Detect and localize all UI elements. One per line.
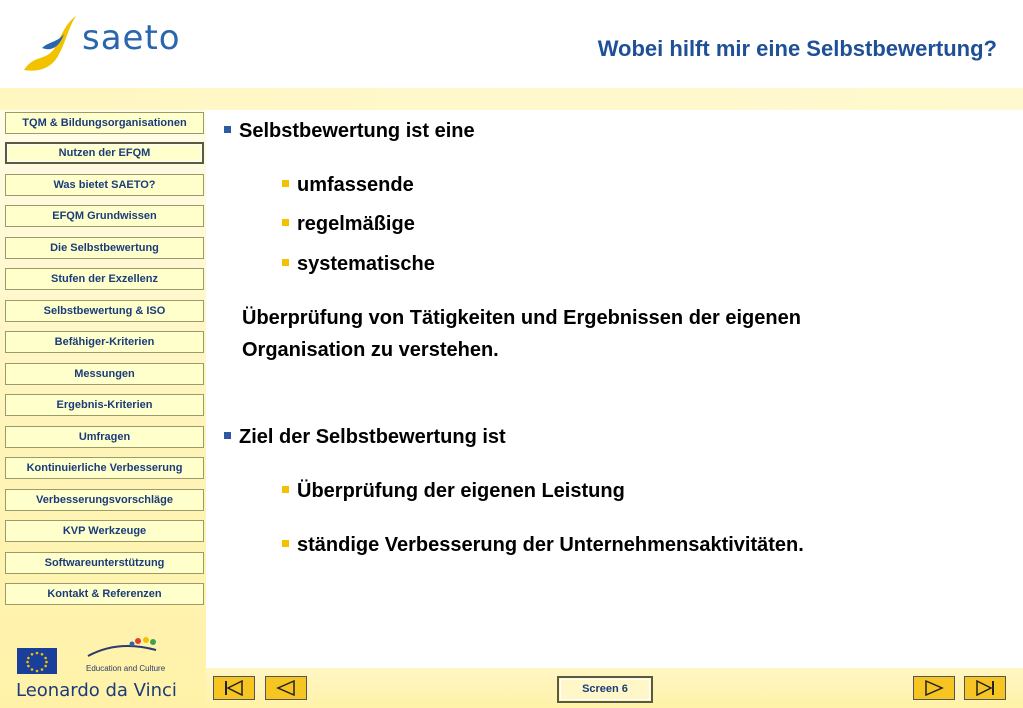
paragraph-line: Überprüfung von Tätigkeiten und Ergebnissen der eigenen [242, 307, 801, 329]
sub-bullet-ueberpruefung [282, 480, 625, 503]
logo-wordmark: saeto [82, 18, 181, 58]
bullet-square-icon [282, 259, 289, 266]
sub-bullet-text: regelmäßige [297, 213, 415, 235]
sidebar-item-stufen-exzellenz[interactable]: Stufen der Exzellenz [5, 268, 204, 290]
sidebar-item-kontinuierliche-verbesserung[interactable]: Kontinuierliche Verbesserung [5, 457, 204, 479]
bullet-square-icon [282, 486, 289, 493]
sidebar-item-selbstbewertung[interactable]: Die Selbstbewertung [5, 237, 204, 259]
sidebar-item-kvp-werkzeuge[interactable]: KVP Werkzeuge [5, 520, 204, 542]
sub-bullet-text: umfassende [297, 174, 414, 196]
bullet-selbstbewertung [224, 120, 475, 143]
sidebar-item-messungen[interactable]: Messungen [5, 363, 204, 385]
sidebar-item-verbesserungsvorschlaege[interactable]: Verbesserungsvorschläge [5, 489, 204, 511]
skip-forward-icon [965, 677, 1005, 699]
skip-back-icon [214, 677, 254, 699]
bullet-ziel [224, 426, 506, 449]
sidebar-item-befaehiger-kriterien[interactable]: Befähiger-Kriterien [5, 331, 204, 353]
sub-bullet-verbesserung [282, 534, 804, 557]
sidebar-item-was-bietet-saeto[interactable]: Was bietet SAETO? [5, 174, 204, 196]
explanation-paragraph [242, 302, 942, 366]
bullet-square-icon [282, 219, 289, 226]
sidebar-item-kontakt-referenzen[interactable]: Kontakt & Referenzen [5, 583, 204, 605]
screen-indicator: Screen 6 [557, 676, 653, 703]
sidebar-item-umfragen[interactable]: Umfragen [5, 426, 204, 448]
sidebar-item-tqm[interactable]: TQM & Bildungsorganisationen [5, 112, 204, 134]
bullet-square-icon [282, 180, 289, 187]
previous-page-button[interactable] [265, 676, 307, 700]
saeto-logo[interactable] [18, 12, 198, 78]
sub-bullet-regelmaessige [282, 213, 415, 236]
first-page-button[interactable] [213, 676, 255, 700]
sidebar-item-softwareunterstuetzung[interactable]: Softwareunterstützung [5, 552, 204, 574]
arrow-right-icon [914, 677, 954, 699]
saeto-swoosh-icon [18, 12, 88, 78]
sub-bullet-text: ständige Verbesserung der Unternehmensaktivitäten. [297, 534, 804, 556]
sub-bullet-systematische [282, 253, 435, 276]
education-culture-label: Education and Culture [86, 664, 166, 673]
sidebar-item-nutzen-efqm[interactable]: Nutzen der EFQM [5, 142, 204, 164]
bullet-square-icon [224, 126, 231, 133]
header-band [0, 88, 1023, 110]
next-page-button[interactable] [913, 676, 955, 700]
leonardo-logo-icon [86, 634, 176, 668]
sub-bullet-text: systematische [297, 253, 435, 275]
header [0, 0, 1023, 88]
sidebar-nav [0, 110, 206, 708]
bullet-text: Selbstbewertung ist eine [239, 120, 475, 142]
sidebar-item-ergebnis-kriterien[interactable]: Ergebnis-Kriterien [5, 394, 204, 416]
sidebar-item-efqm-grundwissen[interactable]: EFQM Grundwissen [5, 205, 204, 227]
arrow-left-icon [266, 677, 306, 699]
bullet-square-icon [224, 432, 231, 439]
bullet-square-icon [282, 540, 289, 547]
paragraph-line: Organisation zu verstehen. [242, 339, 499, 361]
main-content [206, 110, 1023, 668]
page-title: Wobei hilft mir eine Selbstbewertung? [597, 36, 997, 61]
leonardo-program-label: Leonardo da Vinci [16, 680, 177, 701]
eu-flag-icon [17, 648, 57, 674]
sidebar-item-selbstbewertung-iso[interactable]: Selbstbewertung & ISO [5, 300, 204, 322]
sub-bullet-umfassende [282, 174, 414, 197]
last-page-button[interactable] [964, 676, 1006, 700]
bullet-text: Ziel der Selbstbewertung ist [239, 426, 506, 448]
sub-bullet-text: Überprüfung der eigenen Leistung [297, 480, 625, 502]
